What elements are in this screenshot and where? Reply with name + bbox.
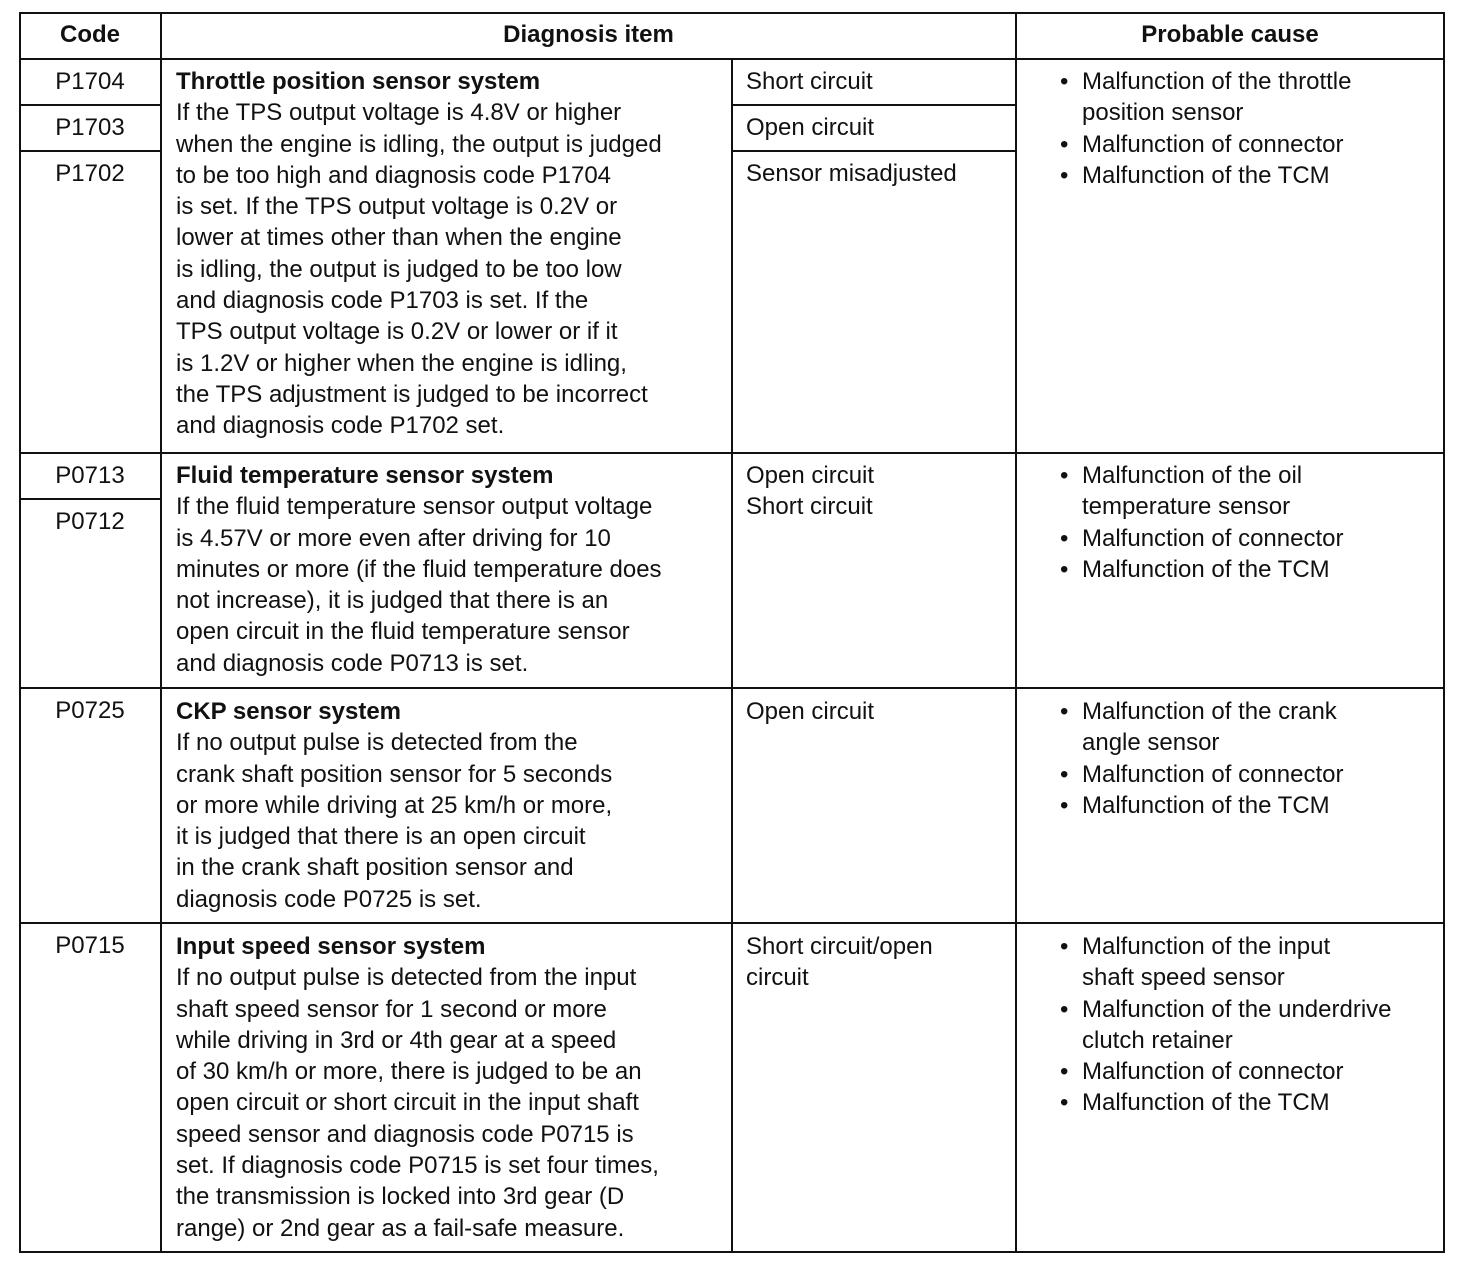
header-code: Code	[60, 21, 120, 48]
probable-cause-list	[1054, 460, 1343, 585]
diagnosis-line: If the fluid temperature sensor output voltage	[176, 493, 653, 521]
diagnosis-line: in the crank shaft position sensor and	[176, 854, 574, 882]
header-diagnosis-item: Diagnosis item	[503, 21, 674, 48]
diagnosis-line: of 30 km/h or more, there is judged to be an	[176, 1058, 642, 1086]
code-cell: P1704	[55, 68, 125, 95]
code-cell: P0713	[55, 462, 125, 489]
diagnosis-line: the TPS adjustment is judged to be incorrect	[176, 380, 648, 408]
diagnosis-line: lower at times other than when the engine	[176, 224, 622, 252]
cause-item: • Malfunction of connector	[1054, 759, 1343, 790]
diagnosis-line: is idling, the output is judged to be too low	[176, 255, 622, 283]
diagnosis-line: TPS output voltage is 0.2V or lower or if it	[176, 318, 618, 346]
condition-sub-separator	[731, 104, 1017, 106]
table-border-left	[19, 12, 21, 1253]
diagnosis-title: Input speed sensor system	[176, 933, 486, 960]
cause-item: • Malfunction of connector	[1054, 1056, 1392, 1087]
diagnosis-line: crank shaft position sensor for 5 seconds	[176, 760, 613, 788]
condition-sub-separator	[731, 150, 1017, 152]
diagnosis-line: and diagnosis code P1702 set.	[176, 412, 505, 440]
diagnosis-line: shaft speed sensor for 1 second or more	[176, 995, 607, 1023]
diagnosis-line: is set. If the TPS output voltage is 0.2V or	[176, 193, 618, 221]
cause-item: • Malfunction of the input shaft speed sensor	[1054, 931, 1392, 994]
diagnosis-line: while driving in 3rd or 4th gear at a speed	[176, 1026, 617, 1054]
divider-condition-cause	[1015, 12, 1017, 1253]
code-cell: P0712	[55, 508, 125, 535]
diagnosis-line: speed sensor and diagnosis code P0715 is	[176, 1120, 634, 1148]
code-cell: P0715	[55, 932, 125, 959]
diagnosis-line: it is judged that there is an open circuit	[176, 823, 586, 851]
cause-item: • Malfunction of the crank angle sensor	[1054, 696, 1343, 759]
probable-cause-list	[1054, 66, 1351, 191]
diagnosis-line: range) or 2nd gear as a fail-safe measure.	[176, 1214, 625, 1242]
condition-cell: Open circuit Short circuit	[746, 462, 875, 521]
condition-cell: Open circuit	[746, 698, 875, 725]
diagnosis-line: open circuit in the fluid temperature sensor	[176, 618, 630, 646]
diagnosis-title: Fluid temperature sensor system	[176, 462, 554, 489]
diagnosis-line: set. If diagnosis code P0715 is set four times,	[176, 1152, 659, 1180]
cause-item: • Malfunction of the oil temperature sensor	[1054, 460, 1343, 523]
diagnosis-item	[176, 66, 662, 442]
condition-cell: Short circuit	[746, 68, 873, 95]
code-cell: P0725	[55, 697, 125, 724]
cause-item: • Malfunction of the TCM	[1054, 790, 1343, 821]
cause-item: • Malfunction of the TCM	[1054, 1087, 1392, 1118]
cause-item: • Malfunction of the TCM	[1054, 554, 1343, 585]
diagnosis-line: or more while driving at 25 km/h or more,	[176, 791, 613, 819]
cause-item: • Malfunction of the underdrive clutch retainer	[1054, 994, 1392, 1057]
diagnosis-title: CKP sensor system	[176, 698, 401, 725]
diagnosis-line: and diagnosis code P1703 is set. If the	[176, 287, 589, 315]
diagnosis-line: If the TPS output voltage is 4.8V or higher	[176, 99, 622, 127]
condition-cell: Short circuit/open circuit	[746, 933, 933, 992]
table-border-right	[1443, 12, 1445, 1253]
diagnosis-line: and diagnosis code P0713 is set.	[176, 649, 529, 677]
row-separator-1	[19, 452, 1445, 454]
cause-item: • Malfunction of the TCM	[1054, 160, 1351, 191]
diagnosis-line: is 4.57V or more even after driving for 10	[176, 524, 611, 552]
diagnosis-line: to be too high and diagnosis code P1704	[176, 161, 612, 189]
diagnosis-item	[176, 931, 659, 1244]
diagnosis-line: If no output pulse is detected from the	[176, 729, 578, 757]
row-separator-3	[19, 922, 1445, 924]
probable-cause-list	[1054, 931, 1392, 1119]
divider-code-diagnosis	[160, 12, 162, 1253]
diagnosis-title: Throttle position sensor system	[176, 68, 541, 95]
row-separator-2	[19, 687, 1445, 689]
diagnosis-line: not increase), it is judged that there is an	[176, 587, 609, 615]
condition-cell: Open circuit	[746, 114, 875, 141]
cause-item: • Malfunction of connector	[1054, 523, 1343, 554]
diagnosis-line: when the engine is idling, the output is judged	[176, 130, 662, 158]
divider-diagnosis-condition	[731, 58, 733, 1253]
code-cell: P1703	[55, 114, 125, 141]
diagnosis-line: is 1.2V or higher when the engine is idling,	[176, 349, 627, 377]
condition-cell: Sensor misadjusted	[746, 160, 957, 187]
diagnosis-line: If no output pulse is detected from the input	[176, 964, 637, 992]
diagnosis-line: diagnosis code P0725 is set.	[176, 885, 482, 913]
diagnosis-line: the transmission is locked into 3rd gear (D	[176, 1183, 625, 1211]
cause-item: • Malfunction of connector	[1054, 129, 1351, 160]
diagnosis-line: open circuit or short circuit in the input shaft	[176, 1089, 639, 1117]
header-probable-cause: Probable cause	[1141, 21, 1319, 48]
code-cell: P1702	[55, 160, 125, 187]
header-separator	[19, 58, 1445, 60]
cause-item: • Malfunction of the throttle position sensor	[1054, 66, 1351, 129]
probable-cause-list	[1054, 696, 1343, 821]
diagnosis-item	[176, 460, 662, 679]
diagnosis-item	[176, 696, 612, 915]
diagnosis-line: minutes or more (if the fluid temperature does	[176, 555, 662, 583]
